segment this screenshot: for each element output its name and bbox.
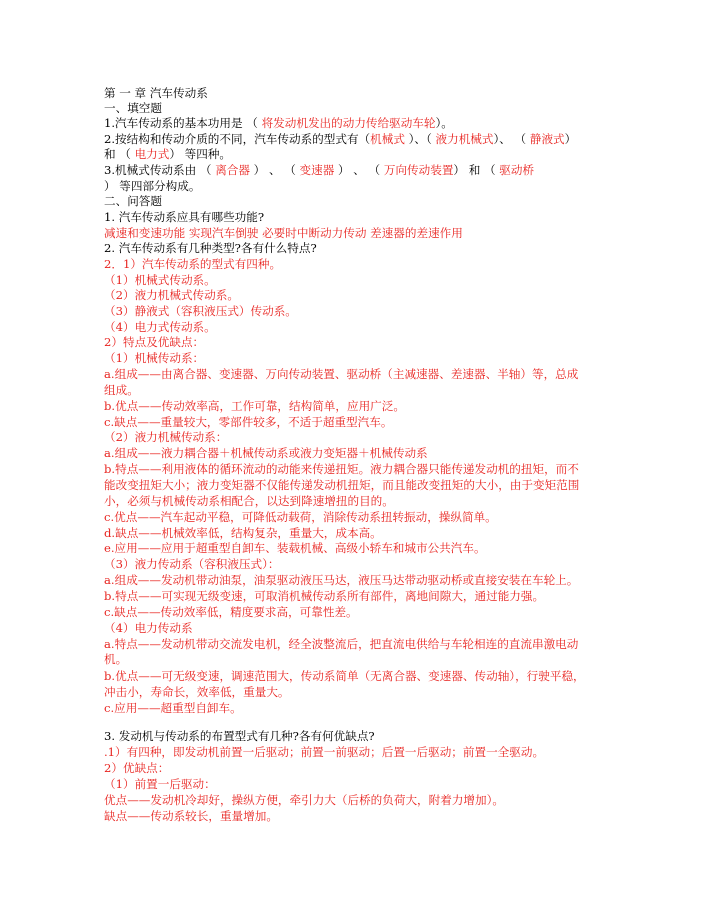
answer-text: 驱动桥 [499,163,535,177]
text-line [104,793,620,808]
text-line [104,701,620,716]
text-line [104,745,620,760]
question-text: 3. 发动机与传动系的布置型式有几种?各有何优缺点? [104,729,375,743]
question-text: ） 等四部分构成。 [104,179,201,193]
answer-text: （4）电力传动系 [104,621,193,635]
text-line [104,446,620,461]
answer-text: 2．1）汽车传动系的型式有四种。 [104,257,282,271]
answer-text: 电力式 [134,147,170,161]
question-text: ） 等四种。 [169,147,232,161]
text-line [104,304,620,319]
text-line [104,541,620,556]
text-line [104,86,620,101]
text-line [104,399,620,414]
text-line [104,809,620,824]
text-line [104,669,620,684]
text-line [104,210,620,225]
text-line [104,273,620,288]
question-text: ） 、 （ [249,163,300,177]
text-line [104,605,620,620]
question-text: ）、 （ [493,132,530,146]
answer-text: c.优点——汽车起动平稳，可降低动载荷，消除传动系扭转振动，操纵简单。 [104,510,497,524]
answer-text: 机。 [104,652,128,666]
text-line [104,430,620,445]
answer-text: .1）有四种，即发动机前置一后驱动；前置一前驱动；后置一后驱动；前置一全驱动。 [104,745,545,759]
text-line [104,557,620,572]
answer-text: 将发动机发出的动力传给驱动车轮 [261,116,436,130]
text-line [104,257,620,272]
question-text: ）、（ [404,132,436,146]
text-line [104,589,620,604]
question-text: 1.汽车传动系的基本功用是 （ [104,116,262,130]
question-text: 二、问答题 [104,194,162,208]
text-line [104,494,620,509]
question-text: 第 一 章 汽车传动系 [104,86,208,100]
answer-text: （1）机械传动系： [104,351,205,365]
text-line [104,194,620,209]
question-text: ） 、 （ [334,163,384,177]
answer-text: （2）液力机械传动系： [104,430,228,444]
text-line [104,179,620,194]
answer-text: 变速器 [299,163,335,177]
answer-text: 机械式 [370,132,405,146]
question-text: 3.机械式传动系由 （ [104,163,216,177]
text-line [104,367,620,382]
text-line [104,621,620,636]
answer-text: 缺点——传动系较长，重量增加。 [104,809,278,823]
text-line [104,163,620,178]
question-text: 和 （ [104,147,135,161]
answer-text: d.缺点——机械效率低，结构复杂，重量大，成本高。 [104,526,382,540]
answer-text: 2）优缺点： [104,761,170,775]
text-line [104,320,620,335]
answer-text: （3）静液式（容积液压式）传动系。 [104,304,297,318]
text-line [104,637,620,652]
text-line [104,478,620,493]
text-line [104,526,620,541]
question-text: 2.按结构和传动介质的不同，汽车传动系的型式有（ [104,132,371,146]
text-line [104,101,620,116]
answer-text: a.组成——由离合器、变速器、万向传动装置、驱动桥（主减速器、差速器、半轴）等，总成 [104,367,579,381]
answer-text: b.特点——利用液体的循环流动的动能来传递扭矩。液力耦合器只能传递发动机的扭矩，而不 [104,462,579,476]
answer-text: c.缺点——传动效率低，精度要求高，可靠性差。 [104,605,358,619]
text-line [104,761,620,776]
text-line [104,132,620,147]
answer-text: 能改变扭矩大小；液力变矩器不仅能传递发动机扭矩，而且能改变扭矩的大小，由于变矩范围 [104,478,580,492]
answer-text: 离合器 [215,163,250,177]
answer-text: （3）液力传动系（容积液压式）： [104,557,280,571]
text-line [104,510,620,525]
question-text: 一、填空题 [104,101,162,115]
answer-text: e.应用——应用于超重型自卸车、装载机械、高级小轿车和城市公共汽车。 [104,541,486,555]
answer-text: b.特点——可实现无级变速，可取消机械传动系所有部件，离地间隙大，通过能力强。 [104,589,545,603]
text-line [104,226,620,241]
answer-text: a.组成——发动机带动油泵，油泵驱动液压马达，液压马达带动驱动桥或直接安装在车轮上。 [104,573,579,587]
text-line [104,652,620,667]
answer-text: a.特点——发动机带动交流发电机，经全波整流后，把直流电供给与车轮相连的直流串激电动 [104,637,579,651]
answer-text: （1）机械式传动系。 [104,273,216,287]
text-line [104,415,620,430]
answer-text: 小，必须与机械传动系相配合，以达到降速增扭的目的。 [104,494,394,508]
text-line [104,777,620,792]
question-text: 1. 汽车传动系应具有哪些功能? [104,210,265,224]
answer-text: 静液式 [529,132,565,146]
text-line [104,288,620,303]
answer-text: c.应用——超重型自卸车。 [104,701,242,715]
text-line [104,335,620,350]
answer-text: 2）特点及优缺点： [104,335,205,349]
question-text: ） [564,132,577,146]
text-line [104,573,620,588]
answer-text: （1）前置一后驱动： [104,777,216,791]
text-line [104,462,620,477]
answer-text: b.优点——可无级变速，调速范围大，传动系简单（无离合器、变速器、传动轴），行驶平稳， [104,669,585,683]
answer-text: 冲击小，寿命长，效率低，重量大。 [104,685,290,699]
text-line [104,383,620,398]
answer-text: （4）电力式传动系。 [104,320,216,334]
question-text: 2. 汽车传动系有几种类型?各有什么特点? [104,241,317,255]
answer-text: 组成。 [104,383,139,397]
question-text: ） 和 （ [453,163,500,177]
text-line [104,729,620,744]
answer-text: 减速和变速功能 实现汽车倒驶 必要时中断动力传动 差速器的差速作用 [104,226,463,240]
answer-text: 优点——发动机冷却好，操纵方便，牵引力大（后桥的负荷大，附着力增加）。 [104,793,504,807]
text-line [104,685,620,700]
answer-text: （2）液力机械式传动系。 [104,288,239,302]
answer-text: b.优点——传动效率高，工作可靠，结构简单，应用广泛。 [104,399,405,413]
answer-text: 液力机械式 [435,132,494,146]
text-line [104,116,620,131]
text-line [104,351,620,366]
answer-text: c.缺点——重量较大，零部件较多，不适于超重型汽车。 [104,415,393,429]
text-line [104,241,620,256]
answer-text: a.组成——液力耦合器＋机械传动系或液力变矩器＋机械传动系 [104,446,428,460]
question-text: ）。 [435,116,453,130]
answer-text: 万向传动装置 [383,163,454,177]
text-line [104,147,620,162]
